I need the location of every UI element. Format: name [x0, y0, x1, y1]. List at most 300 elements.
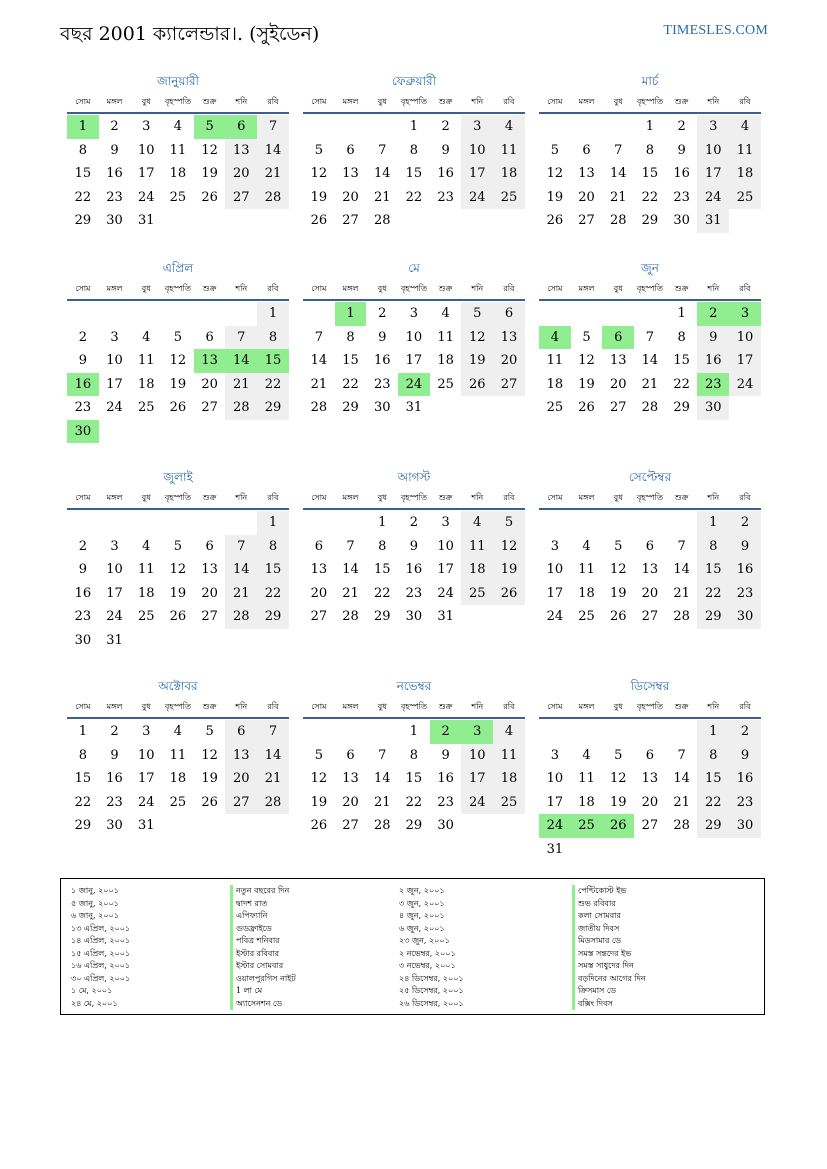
day-cell[interactable]: 12	[310, 166, 328, 181]
day-cell[interactable]: 15	[697, 767, 729, 791]
day-cell[interactable]: 6	[582, 142, 591, 158]
day-cell[interactable]: 17	[137, 771, 155, 786]
day-cell[interactable]: 5	[314, 142, 323, 158]
day-cell[interactable]: 23	[74, 400, 92, 415]
day-cell[interactable]: 2	[697, 302, 729, 326]
day-cell[interactable]: 6	[314, 538, 323, 554]
day-cell[interactable]: 28	[257, 186, 289, 210]
day-cell[interactable]: 7	[378, 142, 387, 158]
day-cell[interactable]: 13	[493, 326, 525, 350]
day-cell[interactable]: 2	[378, 306, 387, 321]
day-cell[interactable]: 25	[437, 376, 454, 392]
day-cell[interactable]: 25	[169, 794, 187, 810]
day-cell[interactable]: 20	[310, 585, 328, 601]
day-cell[interactable]: 11	[493, 139, 525, 163]
day-cell[interactable]: 26	[609, 609, 627, 624]
day-cell[interactable]: 17	[106, 376, 123, 392]
day-cell[interactable]: 15	[697, 558, 729, 582]
day-cell[interactable]: 9	[78, 562, 87, 577]
day-cell[interactable]: 20	[609, 376, 627, 392]
day-cell[interactable]: 9	[110, 747, 119, 763]
day-cell[interactable]: 9	[110, 142, 119, 158]
day-cell[interactable]: 5	[173, 329, 183, 345]
day-cell[interactable]: 14	[609, 166, 627, 181]
day-cell[interactable]: 28	[342, 609, 359, 624]
day-cell[interactable]: 20	[493, 349, 525, 373]
day-cell[interactable]: 7	[225, 326, 257, 350]
day-cell[interactable]: 20	[342, 794, 359, 810]
day-cell[interactable]: 24	[437, 585, 454, 601]
day-cell[interactable]: 26	[461, 373, 493, 397]
day-cell[interactable]: 26	[546, 213, 564, 228]
day-cell[interactable]: 23	[697, 373, 729, 397]
day-cell[interactable]: 28	[257, 791, 289, 815]
day-cell[interactable]: 23	[437, 794, 454, 810]
day-cell[interactable]: 16	[106, 166, 123, 181]
day-cell[interactable]: 16	[729, 767, 761, 791]
day-cell[interactable]: 30	[405, 609, 423, 624]
day-cell[interactable]: 31	[137, 818, 155, 833]
day-cell[interactable]: 25	[493, 186, 525, 210]
day-cell[interactable]: 14	[310, 353, 328, 368]
day-cell[interactable]: 25	[461, 582, 493, 606]
day-cell[interactable]: 24	[729, 373, 761, 397]
day-cell[interactable]: 6	[205, 329, 214, 345]
day-cell[interactable]: 27	[342, 818, 359, 833]
day-cell[interactable]: 28	[673, 818, 690, 833]
day-cell[interactable]: 13	[225, 744, 257, 768]
day-cell[interactable]: 16	[373, 353, 391, 368]
day-cell[interactable]: 22	[373, 585, 391, 601]
day-cell[interactable]: 3	[729, 302, 761, 326]
day-cell[interactable]: 7	[257, 720, 289, 744]
day-cell[interactable]: 3	[110, 329, 119, 345]
day-cell[interactable]: 19	[461, 349, 493, 373]
day-cell[interactable]: 18	[578, 585, 595, 601]
day-cell[interactable]: 31	[546, 841, 564, 857]
day-cell[interactable]: 25	[729, 186, 761, 210]
day-cell[interactable]: 17	[405, 353, 423, 368]
day-cell[interactable]: 29	[697, 605, 729, 629]
day-cell[interactable]: 14	[257, 744, 289, 768]
day-cell[interactable]: 11	[578, 771, 595, 786]
day-cell[interactable]: 12	[310, 771, 328, 786]
day-cell[interactable]: 27	[201, 609, 218, 624]
day-cell[interactable]: 29	[257, 605, 289, 629]
day-cell[interactable]: 18	[137, 585, 155, 601]
day-cell[interactable]: 3	[461, 720, 493, 744]
day-cell[interactable]: 27	[578, 213, 595, 228]
day-cell[interactable]: 10	[437, 538, 454, 554]
day-cell[interactable]: 16	[405, 562, 423, 577]
day-cell[interactable]: 29	[373, 609, 391, 624]
day-cell[interactable]: 18	[729, 162, 761, 186]
day-cell[interactable]: 4	[582, 538, 591, 554]
day-cell[interactable]: 10	[137, 747, 155, 763]
day-cell[interactable]: 5	[614, 538, 623, 554]
day-cell[interactable]: 2	[430, 720, 462, 744]
day-cell[interactable]: 1	[697, 720, 729, 744]
day-cell[interactable]: 10	[729, 326, 761, 350]
day-cell[interactable]: 29	[405, 818, 423, 833]
day-cell[interactable]: 22	[405, 794, 423, 810]
day-cell[interactable]: 11	[137, 353, 155, 368]
day-cell[interactable]: 9	[729, 535, 761, 559]
day-cell[interactable]: 22	[257, 373, 289, 397]
day-cell[interactable]: 26	[310, 818, 328, 833]
day-cell[interactable]: 28	[673, 609, 690, 624]
day-cell[interactable]: 7	[314, 329, 323, 345]
day-cell[interactable]: 5	[461, 302, 493, 326]
day-cell[interactable]: 28	[373, 818, 391, 833]
day-cell[interactable]: 2	[110, 724, 119, 739]
day-cell[interactable]: 28	[225, 396, 257, 420]
day-cell[interactable]: 27	[342, 213, 359, 228]
day-cell[interactable]: 9	[409, 538, 419, 554]
day-cell[interactable]: 13	[609, 353, 627, 368]
day-cell[interactable]: 26	[493, 582, 525, 606]
day-cell[interactable]: 31	[697, 209, 729, 233]
day-cell[interactable]: 15	[641, 166, 659, 181]
day-cell[interactable]: 13	[342, 166, 359, 181]
day-cell[interactable]: 30	[106, 818, 123, 833]
day-cell[interactable]: 26	[169, 609, 187, 624]
day-cell[interactable]: 6	[225, 720, 257, 744]
day-cell[interactable]: 12	[609, 562, 627, 577]
day-cell[interactable]: 17	[437, 562, 454, 577]
day-cell[interactable]: 13	[342, 771, 359, 786]
day-cell[interactable]: 17	[546, 585, 564, 601]
day-cell[interactable]: 25	[578, 609, 595, 624]
day-cell[interactable]: 12	[169, 353, 187, 368]
day-cell[interactable]: 19	[201, 166, 218, 181]
day-cell[interactable]: 19	[609, 794, 627, 810]
day-cell[interactable]: 4	[173, 119, 183, 134]
day-cell[interactable]: 20	[201, 376, 218, 392]
day-cell[interactable]: 24	[461, 791, 493, 815]
day-cell[interactable]: 20	[578, 189, 595, 205]
day-cell[interactable]: 22	[641, 189, 659, 205]
day-cell[interactable]: 8	[409, 142, 419, 158]
day-cell[interactable]: 22	[405, 189, 423, 205]
day-cell[interactable]: 29	[673, 400, 690, 415]
day-cell[interactable]: 2	[78, 538, 87, 554]
day-cell[interactable]: 22	[257, 582, 289, 606]
day-cell[interactable]: 19	[310, 189, 328, 205]
day-cell[interactable]: 8	[697, 535, 729, 559]
day-cell[interactable]: 6	[346, 747, 355, 763]
day-cell[interactable]: 27	[225, 791, 257, 815]
day-cell[interactable]: 23	[74, 609, 92, 624]
day-cell[interactable]: 16	[437, 166, 454, 181]
day-cell[interactable]: 16	[729, 558, 761, 582]
day-cell[interactable]: 23	[405, 585, 423, 601]
day-cell[interactable]: 11	[493, 744, 525, 768]
day-cell[interactable]: 15	[373, 562, 391, 577]
site-logo-text[interactable]: TIMESLES.COM	[663, 23, 768, 38]
day-cell[interactable]: 8	[378, 538, 387, 554]
day-cell[interactable]: 9	[697, 326, 729, 350]
day-cell[interactable]: 31	[137, 213, 155, 228]
day-cell[interactable]: 21	[225, 582, 257, 606]
day-cell[interactable]: 27	[201, 400, 218, 415]
day-cell[interactable]: 2	[677, 119, 686, 134]
day-cell[interactable]: 4	[142, 538, 151, 554]
day-cell[interactable]: 27	[609, 400, 627, 415]
day-cell[interactable]: 21	[373, 794, 391, 810]
day-cell[interactable]: 21	[310, 376, 328, 392]
day-cell[interactable]: 18	[546, 376, 564, 392]
day-cell[interactable]: 18	[137, 376, 155, 392]
day-cell[interactable]: 15	[257, 349, 289, 373]
day-cell[interactable]: 24	[539, 814, 571, 838]
day-cell[interactable]: 10	[461, 744, 493, 768]
day-cell[interactable]: 30	[67, 420, 99, 444]
day-cell[interactable]: 25	[137, 609, 155, 624]
day-cell[interactable]: 21	[257, 767, 289, 791]
day-cell[interactable]: 7	[346, 538, 355, 554]
day-cell[interactable]: 12	[493, 535, 525, 559]
day-cell[interactable]: 15	[342, 353, 359, 368]
day-cell[interactable]: 18	[493, 767, 525, 791]
day-cell[interactable]: 15	[257, 558, 289, 582]
day-cell[interactable]: 23	[106, 189, 123, 205]
day-cell[interactable]: 21	[257, 162, 289, 186]
day-cell[interactable]: 6	[493, 302, 525, 326]
day-cell[interactable]: 25	[137, 400, 155, 415]
day-cell[interactable]: 6	[645, 538, 655, 554]
day-cell[interactable]: 23	[673, 189, 690, 205]
day-cell[interactable]: 10	[106, 353, 123, 368]
day-cell[interactable]: 21	[342, 585, 359, 601]
day-cell[interactable]: 30	[437, 818, 454, 833]
day-cell[interactable]: 12	[201, 747, 218, 763]
day-cell[interactable]: 28	[641, 400, 659, 415]
day-cell[interactable]: 29	[641, 213, 659, 228]
day-cell[interactable]: 30	[673, 213, 690, 228]
day-cell[interactable]: 14	[257, 139, 289, 163]
day-cell[interactable]: 25	[571, 814, 603, 838]
day-cell[interactable]: 12	[546, 166, 564, 181]
day-cell[interactable]: 28	[310, 400, 328, 415]
day-cell[interactable]: 8	[78, 142, 87, 158]
day-cell[interactable]: 26	[602, 814, 634, 838]
day-cell[interactable]: 3	[110, 538, 119, 554]
day-cell[interactable]: 8	[409, 747, 419, 763]
day-cell[interactable]: 5	[194, 115, 226, 139]
day-cell[interactable]: 3	[142, 119, 151, 134]
day-cell[interactable]: 4	[582, 747, 591, 763]
day-cell[interactable]: 14	[225, 558, 257, 582]
day-cell[interactable]: 18	[578, 794, 595, 810]
day-cell[interactable]: 24	[137, 794, 155, 810]
day-cell[interactable]: 5	[582, 329, 591, 345]
day-cell[interactable]: 23	[729, 582, 761, 606]
day-cell[interactable]: 9	[677, 142, 686, 158]
day-cell[interactable]: 20	[225, 162, 257, 186]
day-cell[interactable]: 8	[78, 747, 87, 763]
day-cell[interactable]: 7	[257, 115, 289, 139]
day-cell[interactable]: 29	[74, 818, 92, 833]
day-cell[interactable]: 22	[74, 794, 92, 810]
day-cell[interactable]: 21	[673, 585, 690, 601]
day-cell[interactable]: 30	[729, 605, 761, 629]
day-cell[interactable]: 13	[578, 166, 595, 181]
day-cell[interactable]: 14	[225, 349, 257, 373]
day-cell[interactable]: 2	[110, 119, 119, 134]
day-cell[interactable]: 1	[697, 511, 729, 535]
day-cell[interactable]: 19	[201, 771, 218, 786]
day-cell[interactable]: 11	[137, 562, 155, 577]
day-cell[interactable]: 27	[493, 373, 525, 397]
day-cell[interactable]: 22	[342, 376, 359, 392]
day-cell[interactable]: 13	[310, 562, 328, 577]
day-cell[interactable]: 31	[405, 400, 423, 415]
day-cell[interactable]: 2	[409, 515, 419, 530]
day-cell[interactable]: 27	[641, 818, 659, 833]
day-cell[interactable]: 10	[137, 142, 155, 158]
day-cell[interactable]: 24	[106, 400, 123, 415]
day-cell[interactable]: 6	[205, 538, 214, 554]
day-cell[interactable]: 2	[729, 720, 761, 744]
day-cell[interactable]: 30	[697, 396, 729, 420]
day-cell[interactable]: 10	[697, 139, 729, 163]
day-cell[interactable]: 12	[169, 562, 187, 577]
day-cell[interactable]: 14	[373, 771, 391, 786]
day-cell[interactable]: 6	[602, 326, 634, 350]
day-cell[interactable]: 9	[441, 747, 450, 763]
day-cell[interactable]: 30	[74, 632, 92, 648]
day-cell[interactable]: 25	[546, 400, 564, 415]
day-cell[interactable]: 29	[342, 400, 359, 415]
day-cell[interactable]: 8	[645, 142, 655, 158]
day-cell[interactable]: 16	[697, 349, 729, 373]
day-cell[interactable]: 6	[225, 115, 257, 139]
day-cell[interactable]: 19	[169, 585, 187, 601]
day-cell[interactable]: 28	[225, 605, 257, 629]
day-cell[interactable]: 13	[225, 139, 257, 163]
day-cell[interactable]: 8	[257, 535, 289, 559]
day-cell[interactable]: 4	[173, 724, 183, 739]
day-cell[interactable]: 1	[257, 511, 289, 535]
day-cell[interactable]: 4	[493, 115, 525, 139]
day-cell[interactable]: 30	[106, 213, 123, 228]
day-cell[interactable]: 28	[373, 213, 391, 228]
day-cell[interactable]: 27	[641, 609, 659, 624]
day-cell[interactable]: 9	[441, 142, 450, 158]
day-cell[interactable]: 10	[546, 562, 564, 577]
day-cell[interactable]: 14	[373, 166, 391, 181]
day-cell[interactable]: 7	[378, 747, 387, 763]
day-cell[interactable]: 7	[645, 329, 655, 345]
day-cell[interactable]: 16	[106, 771, 123, 786]
day-cell[interactable]: 4	[461, 511, 493, 535]
day-cell[interactable]: 7	[677, 747, 686, 763]
day-cell[interactable]: 13	[194, 349, 226, 373]
day-cell[interactable]: 23	[437, 189, 454, 205]
day-cell[interactable]: 23	[373, 376, 391, 392]
day-cell[interactable]: 25	[493, 791, 525, 815]
day-cell[interactable]: 19	[493, 558, 525, 582]
day-cell[interactable]: 11	[437, 329, 454, 345]
day-cell[interactable]: 1	[409, 724, 419, 739]
day-cell[interactable]: 3	[550, 747, 559, 763]
day-cell[interactable]: 26	[169, 400, 187, 415]
day-cell[interactable]: 9	[78, 353, 87, 368]
day-cell[interactable]: 2	[78, 329, 87, 345]
day-cell[interactable]: 17	[461, 162, 493, 186]
day-cell[interactable]: 16	[74, 585, 92, 601]
day-cell[interactable]: 14	[641, 353, 659, 368]
day-cell[interactable]: 21	[673, 794, 690, 810]
day-cell[interactable]: 31	[437, 609, 454, 624]
day-cell[interactable]: 5	[614, 747, 623, 763]
day-cell[interactable]: 24	[137, 189, 155, 205]
day-cell[interactable]: 20	[201, 585, 218, 601]
day-cell[interactable]: 22	[697, 582, 729, 606]
day-cell[interactable]: 19	[546, 189, 564, 205]
day-cell[interactable]: 21	[225, 373, 257, 397]
day-cell[interactable]: 14	[342, 562, 359, 577]
day-cell[interactable]: 8	[697, 744, 729, 768]
day-cell[interactable]: 4	[729, 115, 761, 139]
day-cell[interactable]: 1	[78, 724, 87, 739]
day-cell[interactable]: 5	[173, 538, 183, 554]
day-cell[interactable]: 30	[729, 814, 761, 838]
day-cell[interactable]: 8	[257, 326, 289, 350]
day-cell[interactable]: 1	[409, 119, 419, 134]
day-cell[interactable]: 19	[609, 585, 627, 601]
day-cell[interactable]: 10	[106, 562, 123, 577]
day-cell[interactable]: 10	[546, 771, 564, 786]
day-cell[interactable]: 16	[67, 373, 99, 397]
day-cell[interactable]: 26	[201, 189, 218, 205]
day-cell[interactable]: 31	[106, 632, 123, 648]
day-cell[interactable]: 23	[106, 794, 123, 810]
day-cell[interactable]: 15	[405, 771, 423, 786]
day-cell[interactable]: 1	[67, 115, 99, 139]
day-cell[interactable]: 20	[225, 767, 257, 791]
day-cell[interactable]: 1	[378, 515, 387, 530]
day-cell[interactable]: 18	[493, 162, 525, 186]
day-cell[interactable]: 25	[169, 189, 187, 205]
day-cell[interactable]: 19	[578, 376, 595, 392]
day-cell[interactable]: 15	[74, 771, 92, 786]
day-cell[interactable]: 18	[169, 166, 187, 181]
day-cell[interactable]: 15	[405, 166, 423, 181]
day-cell[interactable]: 8	[346, 329, 355, 345]
day-cell[interactable]: 26	[310, 213, 328, 228]
day-cell[interactable]: 13	[201, 562, 218, 577]
day-cell[interactable]: 23	[729, 791, 761, 815]
day-cell[interactable]: 15	[74, 166, 92, 181]
day-cell[interactable]: 5	[493, 511, 525, 535]
day-cell[interactable]: 17	[546, 794, 564, 810]
day-cell[interactable]: 1	[257, 302, 289, 326]
day-cell[interactable]: 12	[609, 771, 627, 786]
day-cell[interactable]: 13	[641, 562, 659, 577]
day-cell[interactable]: 21	[641, 376, 659, 392]
day-cell[interactable]: 6	[346, 142, 355, 158]
day-cell[interactable]: 12	[201, 142, 218, 158]
day-cell[interactable]: 20	[641, 585, 659, 601]
day-cell[interactable]: 27	[310, 609, 328, 624]
day-cell[interactable]: 22	[673, 376, 690, 392]
day-cell[interactable]: 24	[546, 609, 564, 624]
day-cell[interactable]: 29	[697, 814, 729, 838]
day-cell[interactable]: 1	[645, 119, 655, 134]
day-cell[interactable]: 30	[373, 400, 391, 415]
